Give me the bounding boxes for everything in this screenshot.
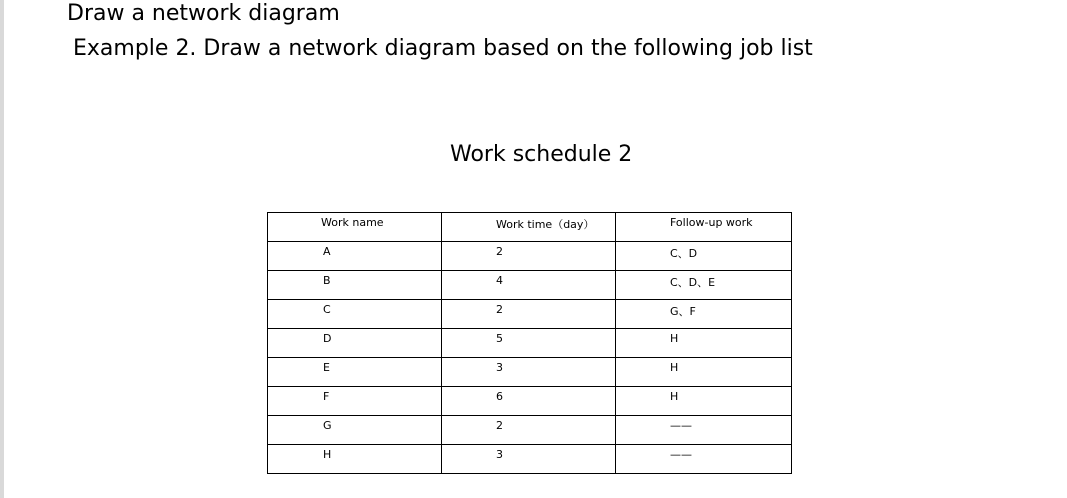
table-row <box>268 416 792 445</box>
left-edge-bar <box>0 0 4 498</box>
table-row <box>268 358 792 387</box>
header-work-time: Work time（day） <box>442 213 616 242</box>
table-row <box>268 387 792 416</box>
header-work-name: Work name <box>268 213 442 242</box>
table-row <box>268 242 792 271</box>
cell-follow-up: C、D <box>616 242 792 271</box>
cell-work-name: D <box>268 329 442 358</box>
table-row <box>268 300 792 329</box>
header-follow-up-work: Follow-up work <box>616 213 792 242</box>
cell-follow-up: —— <box>616 416 792 445</box>
cell-work-time: 4 <box>442 271 616 300</box>
cell-work-name: H <box>268 445 442 474</box>
table-row <box>268 329 792 358</box>
cell-work-name: C <box>268 300 442 329</box>
cell-work-time: 3 <box>442 445 616 474</box>
cell-work-name: E <box>268 358 442 387</box>
cell-follow-up: C、D、E <box>616 271 792 300</box>
cell-follow-up: —— <box>616 445 792 474</box>
cell-work-name: F <box>268 387 442 416</box>
table-title: Work schedule 2 <box>450 142 633 167</box>
cell-work-name: G <box>268 416 442 445</box>
cell-follow-up: H <box>616 358 792 387</box>
cell-work-time: 2 <box>442 416 616 445</box>
cell-work-name: B <box>268 271 442 300</box>
cell-work-time: 2 <box>442 242 616 271</box>
work-schedule-table <box>267 212 792 474</box>
table-row <box>268 445 792 474</box>
cell-follow-up: H <box>616 387 792 416</box>
example-text: Example 2. Draw a network diagram based on the following job list <box>73 36 813 61</box>
cell-work-time: 2 <box>442 300 616 329</box>
table-header-row <box>268 213 792 242</box>
table-row <box>268 271 792 300</box>
cell-work-time: 5 <box>442 329 616 358</box>
cell-work-name: A <box>268 242 442 271</box>
cell-work-time: 3 <box>442 358 616 387</box>
cell-follow-up: G、F <box>616 300 792 329</box>
slide-heading: Draw a network diagram <box>67 1 340 26</box>
cell-follow-up: H <box>616 329 792 358</box>
cell-work-time: 6 <box>442 387 616 416</box>
